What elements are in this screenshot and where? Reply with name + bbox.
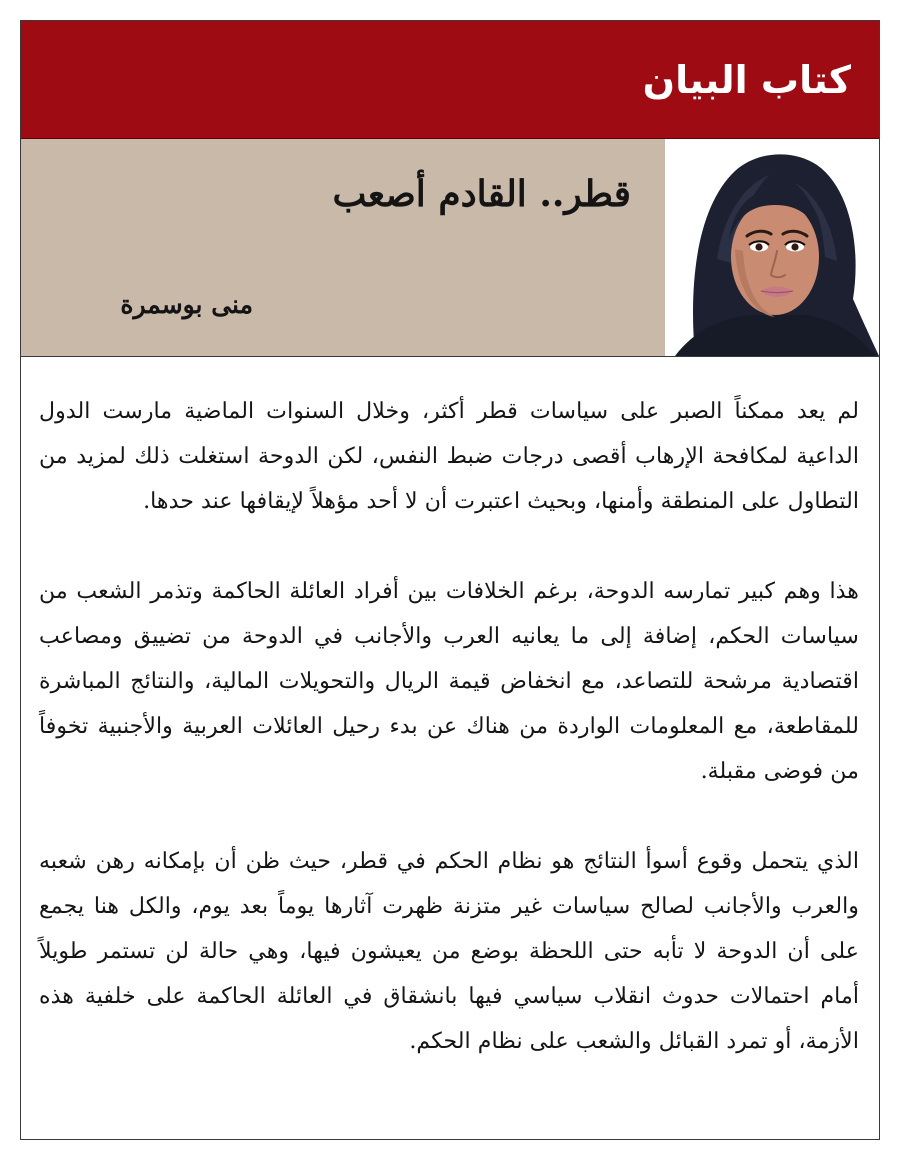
article-title: قطر.. القادم أصعب xyxy=(332,173,631,215)
article-body xyxy=(39,389,859,1109)
section-header xyxy=(21,21,879,139)
section-title: كتاب البيان xyxy=(642,58,851,102)
author-name: منى بوسمرة xyxy=(120,290,253,319)
article-paragraph-3: الذي يتحمل وقوع أسوأ النتائج هو نظام الحكم في قطر، حيث ظن أن بإمكانه رهن شعبه والعرب والأجانب لصالح سياسات غير متزنة ظهرت آثارها يوماً بعد يوم، والكل هنا يجمع على أن الدوحة لا تأبه حتى اللحظة بوضع من يعيشون فيها، وهي حالة لن تستمر طويلاً أمام احتمالات حدوث انقلاب سياسي فيها بانشقاق في العائلة الحاكمة على خلفية هذه الأزمة، أو تمرد القبائل والشعب على نظام الحكم. xyxy=(39,848,859,1054)
article-title-band xyxy=(21,139,879,357)
author-portrait-image xyxy=(665,139,879,356)
author-photo xyxy=(665,139,879,356)
article-paragraph-2: هذا وهم كبير تمارسه الدوحة، برغم الخلافات بين أفراد العائلة الحاكمة وتذمر الشعب من سياسات الحكم، إضافة إلى ما يعانيه العرب والأجانب في الدوحة من تضييق ومصاعب اقتصادية مرشحة للتصاعد، مع انخفاض قيمة الريال والتحويلات المالية، والنتائج المباشرة للمقاطعة، مع المعلومات الواردة من هناك عن بدء رحيل العائلات العربية والأجنبية تخوفاً من فوضى مقبلة. xyxy=(39,578,859,784)
article-paragraph-1: لم يعد ممكناً الصبر على سياسات قطر أكثر، وخلال السنوات الماضية مارست الدول الداعية لمكافحة الإرهاب أقصى درجات ضبط النفس، لكن الدوحة استغلت ذلك لمزيد من التطاول على المنطقة وأمنها، وبحيث اعتبرت أن لا أحد مؤهلاً لإيقافها عند حدها. xyxy=(39,398,859,514)
article-card xyxy=(20,20,880,1140)
